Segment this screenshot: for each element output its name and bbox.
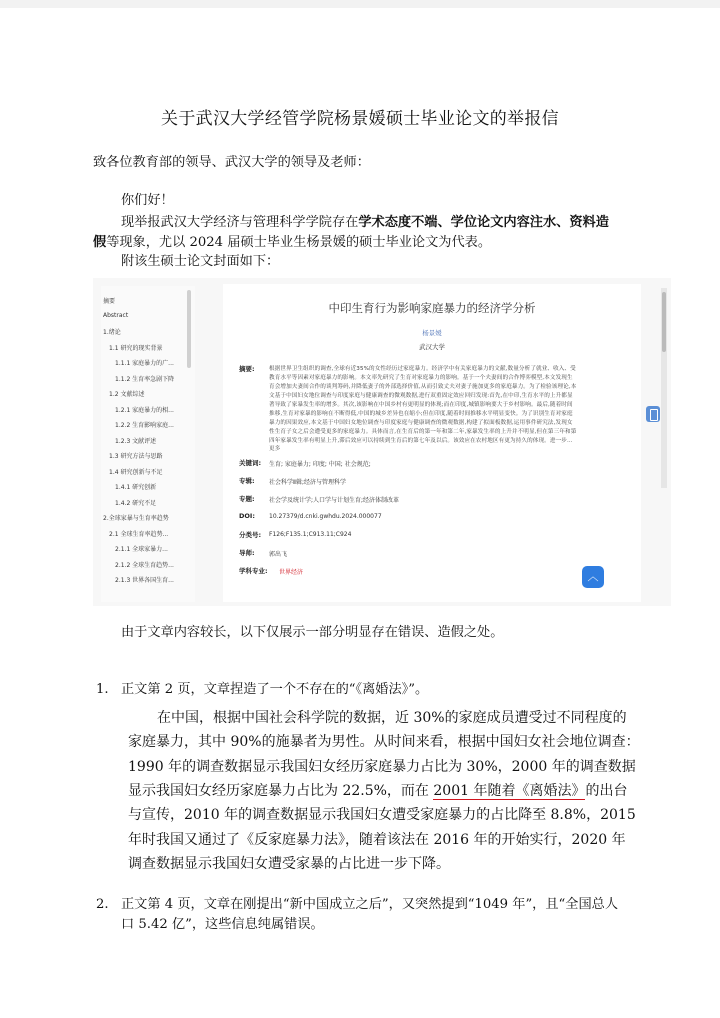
toc-item[interactable]: 1.1.2 生育率急剧下降 xyxy=(115,375,175,383)
meta-value[interactable]: 生育; 家庭暴力; 印度; 中国; 社会规范; xyxy=(269,460,371,468)
toc-item[interactable]: 2.1.2 全球生育趋势... xyxy=(115,561,174,569)
meta-value[interactable]: 世界经济 xyxy=(279,568,304,576)
abstract-line: 教育水平等因素对家庭暴力的影响。本文率先研究了生育对家庭暴力的影响。基于一个夫妻间的合作博弈模型,本文发现生 xyxy=(269,375,573,381)
toc-item[interactable]: 1.1 研究的现实背景 xyxy=(109,344,163,352)
highlighted-error: 2001 年随着《离婚法》 xyxy=(433,783,586,799)
item-2-number: 2. xyxy=(96,897,109,912)
top-strip xyxy=(0,0,720,8)
notes-icon[interactable] xyxy=(646,406,660,422)
toc-item[interactable]: 1.4.2 研究不足 xyxy=(115,499,157,507)
toc-item[interactable]: 2.1.3 世界各国生育... xyxy=(115,577,174,584)
quote-line: 调查数据显示我国妇女遭受家暴的占比进一步下降。 xyxy=(128,856,450,872)
toc-item[interactable]: 摘要 xyxy=(103,298,116,305)
table-of-contents xyxy=(101,286,195,602)
thesis-title: 中印生育行为影响家庭暴力的经济学分析 xyxy=(328,301,536,315)
abstract-line: 著导致了家暴发生率的增多。其次,该影响在中国乡村有更明显的体现;而在印度,城镇影响要大于乡村影响。最后,随着时间 xyxy=(269,402,573,408)
page-title: 关于武汉大学经管学院杨景媛硕士毕业论文的举报信 xyxy=(161,109,559,129)
item-1-text: 正文第 2 页，文章捏造了一个不存在的“《离婚法》”。 xyxy=(121,682,429,697)
toc-item[interactable]: 1.2.1 家庭暴力的相... xyxy=(115,406,174,414)
meta-label: 专题: xyxy=(239,495,255,503)
thesis-institution[interactable]: 武汉大学 xyxy=(419,343,445,351)
quote-line: 在中国，根据中国社会科学院的数据，近 30%的家庭成员遭受过不同程度的 xyxy=(157,710,627,726)
abstract-line: 文基于中国妇女地位调查与印度家庭与健康调查的微观数据,进行双重固定效应回归发现:首先,在中印,生育水平的上升都显 xyxy=(269,393,573,399)
abstract-line: 根据世界卫生组织的调查,全球有近35%的女性经历过家庭暴力。经济学中有关家庭暴力的文献,数量分析了就业、收入、受 xyxy=(269,366,576,372)
item-1-number: 1. xyxy=(96,682,109,697)
meta-value[interactable]: 郭出飞 xyxy=(269,550,288,558)
quote-line: 年时我国又通过了《反家庭暴力法》，随着该法在 2016 年的开始实行，2020 年 xyxy=(128,832,626,848)
greeting: 你们好！ xyxy=(121,193,174,208)
toc-item[interactable]: 1.绪论 xyxy=(103,329,121,336)
toc-item[interactable]: 1.1.1 家庭暴力的广... xyxy=(115,360,174,367)
abstract-label: 摘要: xyxy=(239,365,255,373)
toc-item[interactable]: 1.4 研究创新与不足 xyxy=(109,468,163,476)
thesis-author[interactable]: 杨景媛 xyxy=(422,329,442,337)
intro-line-3: 附该生硕士论文封面如下： xyxy=(121,254,280,269)
abstract-line: 育会增加夫妻间合作的谈判筹码,并降低妻子的外部选择价值,从而引致丈夫对妻子施加更多的家庭暴力。为了检验该理论,本 xyxy=(269,384,577,390)
transition-text: 由于文章内容较长，以下仅展示一部分明显存在错误、造假之处。 xyxy=(121,625,504,640)
scrollbar-thumb[interactable] xyxy=(662,292,666,352)
salutation: 致各位教育部的领导、武汉大学的领导及老师： xyxy=(93,155,370,170)
quote-line: 与宣传，2010 年的调查数据显示我国妇女遭受家庭暴力的占比降至 8.8%，2015 xyxy=(128,807,636,823)
meta-label: 分类号: xyxy=(239,531,262,539)
toc-item[interactable]: 2.1.1 全球家暴力... xyxy=(115,546,168,553)
meta-value[interactable]: F126;F135.1;C913.11;C924 xyxy=(269,530,352,538)
abstract-line: 四年家暴发生率有明显上升,滞后效应可以持续到生育后的第七年及以后。该效应在农村地区有更为持久的体现。进一步... xyxy=(269,438,573,444)
quote-line: 家庭暴力，其中 90%的施暴者为男性。从时间来看，根据中国妇女社会地位调查： xyxy=(128,734,640,750)
toc-item[interactable]: 1.2.3 文献评述 xyxy=(115,437,157,445)
toc-item[interactable]: 1.3 研究方法与思路 xyxy=(109,453,163,460)
thesis-screenshot xyxy=(93,278,671,606)
meta-label: DOI: xyxy=(239,512,255,520)
abstract-line: 性生育子女之后会遭受更多的家庭暴力。具体而言,在生育后的第一年和第二年,家暴发生率的上升并不明显,但在第三年和第 xyxy=(269,429,577,435)
meta-label: 关键词: xyxy=(239,459,262,467)
quote-line: 1990 年的调查数据显示我国妇女经历家庭暴力占比为 30%，2000 年的调查数据 xyxy=(128,759,636,775)
meta-value[interactable]: 社会学及统计学;人口学与计划生育;经济体制改革 xyxy=(269,496,400,504)
toc-item[interactable]: 2.全球家暴与生育率趋势 xyxy=(103,515,169,522)
abstract-line: 推移,生育对家暴的影响在不断得低,中国的城乡差异也在缩小;但在印度,随着时间推移水平明显变快。为了识别生育对家庭 xyxy=(269,411,573,417)
meta-value[interactable]: 社会科学Ⅱ辑;经济与管理科学 xyxy=(269,478,346,486)
item-2-line-2: 口 5.42 亿”，这些信息纯属错误。 xyxy=(121,917,324,932)
toc-item[interactable]: 1.2 文献综述 xyxy=(109,391,145,398)
meta-value[interactable]: 10.27379/d.cnki.gwhdu.2024.000077 xyxy=(269,512,382,520)
meta-label: 专辑: xyxy=(239,477,255,485)
toc-item[interactable]: Abstract xyxy=(103,311,129,319)
toc-scrollbar[interactable] xyxy=(187,290,191,368)
thesis-record xyxy=(223,284,641,602)
abstract-line: 暴力的因果效应,本文基于中国妇女地位调查与印度家庭与健康调查的微观数据,构建了拟面板数据,运用事件研究法,发现女 xyxy=(269,420,573,426)
intro-line-1: 现举报武汉大学经济与管理科学学院存在学术态度不端、学位论文内容注水、资料造 xyxy=(121,215,609,230)
toc-item[interactable]: 1.2.2 生育影响家庭... xyxy=(115,422,174,429)
more-link[interactable]: 更多 xyxy=(269,446,281,452)
toc-item[interactable]: 1.4.1 研究创新 xyxy=(115,484,157,491)
item-2-line-1: 正文第 4 页，文章在刚提出“新中国成立之后”，又突然提到“1049 年”，且“全国总人 xyxy=(121,897,619,912)
page-scrollbar[interactable] xyxy=(661,288,667,488)
quote-line: 显示我国妇女经历家庭暴力占比为 22.5%，而在 2001 年随着《离婚法》的出台 xyxy=(128,783,628,799)
scroll-top-button[interactable] xyxy=(582,566,604,588)
intro-line-2: 假等现象，尤以 2024 届硕士毕业生杨景媛的硕士毕业论文为代表。 xyxy=(93,235,492,250)
meta-label: 学科专业: xyxy=(239,567,268,575)
toc-item[interactable]: 2.1 全球生育率趋势... xyxy=(109,530,169,538)
chevron-up-icon: ︿ xyxy=(587,570,599,583)
meta-label: 导师: xyxy=(239,549,255,557)
